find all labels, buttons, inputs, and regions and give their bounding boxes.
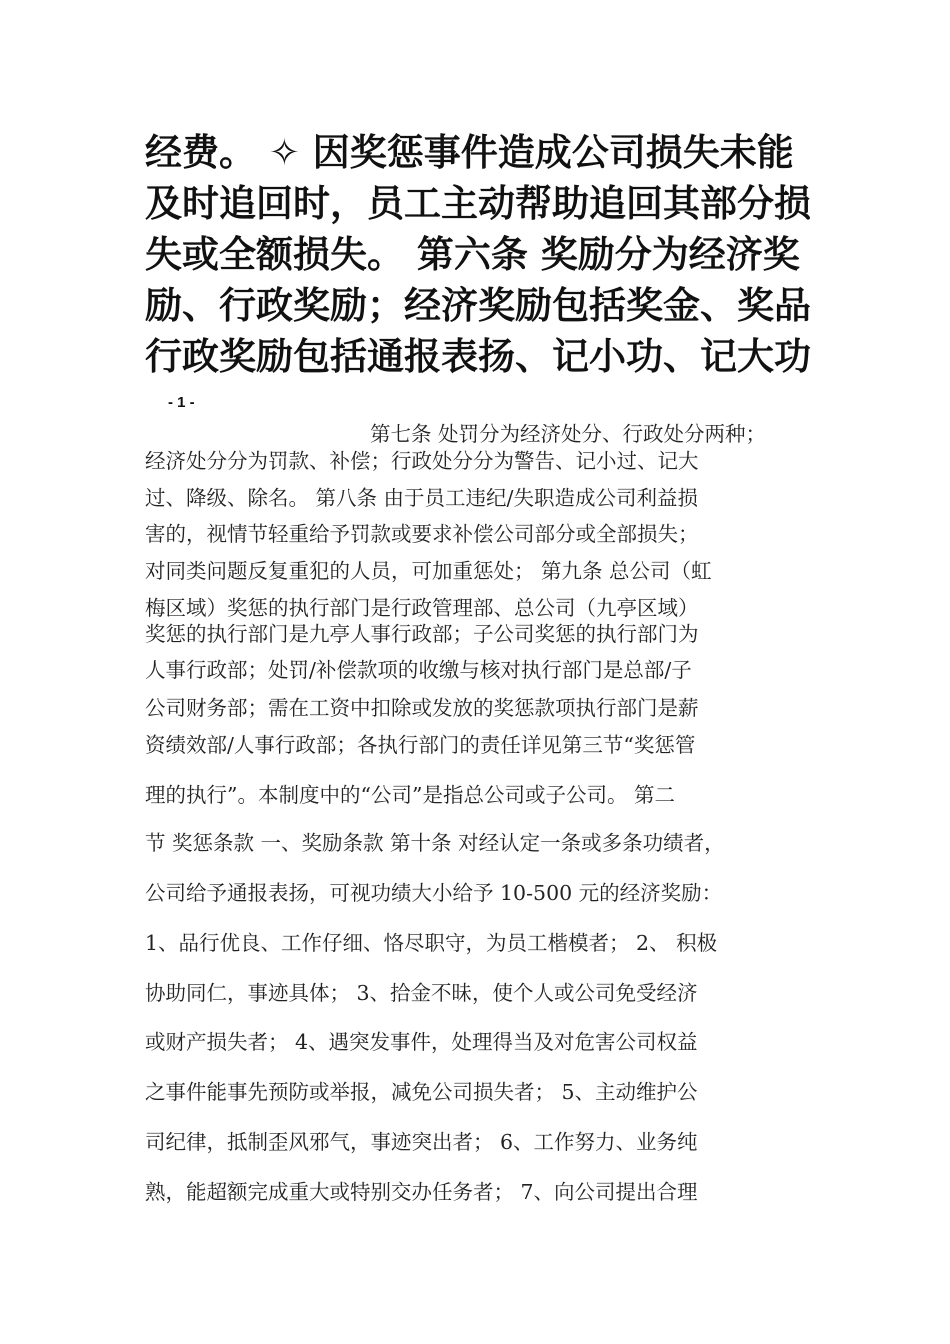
body-line: 害的，视情节轻重给予罚款或要求补偿公司部分或全部损失； (145, 522, 699, 546)
body-line: 熟，能超额完成重大或特别交办任务者； 7、向公司提出合理 (145, 1180, 698, 1204)
body-line: 过、降级、除名。 第八条 由于员工违纪/失职造成公司利益损 (145, 486, 698, 510)
heading-line: 经费。 ✧ 因奖惩事件造成公司损失未能 (145, 131, 794, 174)
heading-line: 励、行政奖励；经济奖励包括奖金、奖品 (145, 284, 811, 327)
body-line: 1、品行优良、工作仔细、恪尽职守，为员工楷模者； 2、 积极 (145, 931, 718, 955)
heading-line: 行政奖励包括通报表扬、记小功、记大功 (145, 335, 811, 378)
body-line: 之事件能事先预防或举报，减免公司损失者； 5、主动维护公 (145, 1080, 698, 1104)
body-line: 第七条 处罚分为经济处分、行政处分两种； (370, 422, 767, 446)
body-line: 人事行政部；处罚/补偿款项的收缴与核对执行部门是总部/子 (145, 658, 692, 682)
body-line: 资绩效部/人事行政部；各执行部门的责任详见第三节“奖惩管 (145, 733, 696, 757)
body-line: 或财产损失者； 4、遇突发事件，处理得当及对危害公司权益 (145, 1030, 698, 1054)
body-line: 梅区域）奖惩的执行部门是行政管理部、总公司（九亭区域） (145, 596, 699, 620)
body-line: 公司财务部；需在工资中扣除或发放的奖惩款项执行部门是薪 (145, 696, 699, 720)
body-line: 理的执行”。本制度中的“公司”是指总公司或子公司。 第二 (145, 783, 675, 807)
body-line: 节 奖惩条款 一、奖励条款 第十条 对经认定一条或多条功绩者， (145, 831, 725, 855)
body-line: 经济处分分为罚款、补偿；行政处分分为警告、记小过、记大 (145, 449, 699, 473)
body-line: 公司给予通报表扬，可视功绩大小给予 10-500 元的经济奖励： (145, 881, 723, 905)
body-line: 协助同仁，事迹具体； 3、拾金不昧，使个人或公司免受经济 (145, 981, 698, 1005)
heading-line: 及时追回时，员工主动帮助追回其部分损 (145, 182, 811, 225)
body-line: 司纪律，抵制歪风邪气，事迹突出者； 6、工作努力、业务纯 (145, 1130, 698, 1154)
page-number: - 1 - (168, 394, 195, 411)
heading-line: 失或全额损失。 第六条 奖励分为经济奖 (145, 233, 800, 276)
body-line: 奖惩的执行部门是九亭人事行政部；子公司奖惩的执行部门为 (145, 622, 699, 646)
body-line: 对同类问题反复重犯的人员，可加重惩处； 第九条 总公司（虹 (145, 559, 712, 583)
